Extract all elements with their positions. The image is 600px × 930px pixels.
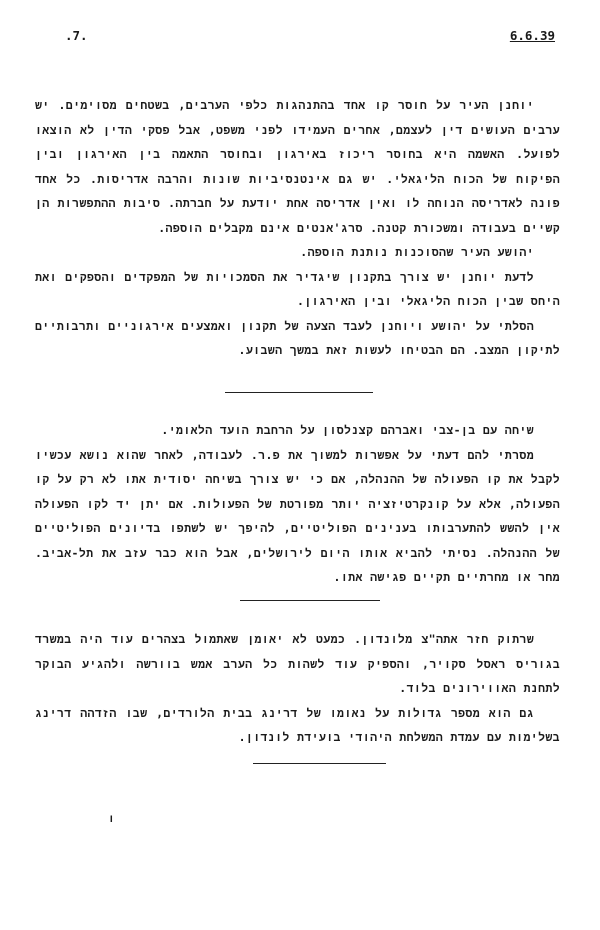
paragraph: מסרתי להם דעתי על אפשרות למשוך את פ.ר. לעבודה, לאחר שהוא נושא עכשיו לקבל את קו הפעולה של ההנהלה, אם כי יש צורך בשיחה יסודית אתו לא רק על קו הפעולה, אלא על קונקרטיזציה יותר מפורטת של הפעולות. אם יתן יד לקו הפעולה אין להשש להתערבותו בענינים הפוליטיים, להיפך יש לשתפו בדיונים הפוליטיים של ההנהלה. נסיתי להביא אותו היום לירושלים, אבל הוא כבר עזב את תל-אביב. מחר או מחרתיים תקיים פגישה אתו. xyxy=(35,447,560,584)
page-number: .7. xyxy=(65,28,88,43)
section-divider xyxy=(225,392,373,393)
paragraph: הסלתי על יהושע ויוחנן לעבד הצעה של תקנון ואמצעים אירגוניים ותרבותיים לתיקון המצב. הם הבטיחו לעשות זאת במשך השבוע. xyxy=(35,318,560,357)
paragraph: יהושע העיר שהסוכנות נותנת הוספה. xyxy=(300,245,534,259)
stray-mark: ו xyxy=(108,812,115,825)
paragraph: יוחנן העיר על חוסר קו אחד בהתנהגות כלפי הערבים, בשטחים מסוימים. יש ערבים העושים דין לעצמם, אחרים העמידו לפני משפט, אבל פסקי הדין לא הוצאו לפועל. האשמה היא בחוסר ריכוז באירגון ובחוסר התאמה בין האירגון ובין הפיקוח של הכוח הליגאלי. יש גם אינטנסיביות שונות והרבה אדריסות. כל אחד פונה לאדריסה הנוחה לו ואין אדריסה אחת יודעת על חברתה. סיבות ההתפשרות הן קשיים בעבודה ומשכורת קטנה. סרג'אנטים אינם מקבלים הוספה. xyxy=(35,98,560,235)
section-security-discussion xyxy=(35,93,560,363)
paragraph: שרתוק חזר אתה"צ מלונדון. כמעט לא יאומן שאתמול בצהרים עוד היה במשרד בגוריס ראסל סקויר, והספיק עוד לשהות כל הערב אמש בוורשה ולהגיע הבוקר לתחנת האווירונים בלוד. xyxy=(35,632,560,695)
section-divider xyxy=(240,600,380,601)
paragraph: גם הוא מספר גדולות על נאומו של דרינג בבית הלורדים, שבו הזדהה דרינג בשלימות עם עמדת המשלחת היהודי בועידת לונדון. xyxy=(35,705,560,744)
paragraph: שיחה עם בן-צבי ואברהם קצנלסון על הרחבת הועד הלאומי. xyxy=(161,423,534,437)
document-date: 6.6.39 xyxy=(509,28,555,43)
page-header xyxy=(0,22,600,44)
paragraph: לדעת יוחנן יש צורך בתקנון שיגדיר את הסמכויות של המפקדים והספקים ואת היחס שבין הכוח הליגאלי ובין האירגון. xyxy=(35,269,560,308)
section-sharett-return xyxy=(35,627,560,750)
section-divider xyxy=(253,763,386,764)
section-national-council xyxy=(35,418,560,590)
